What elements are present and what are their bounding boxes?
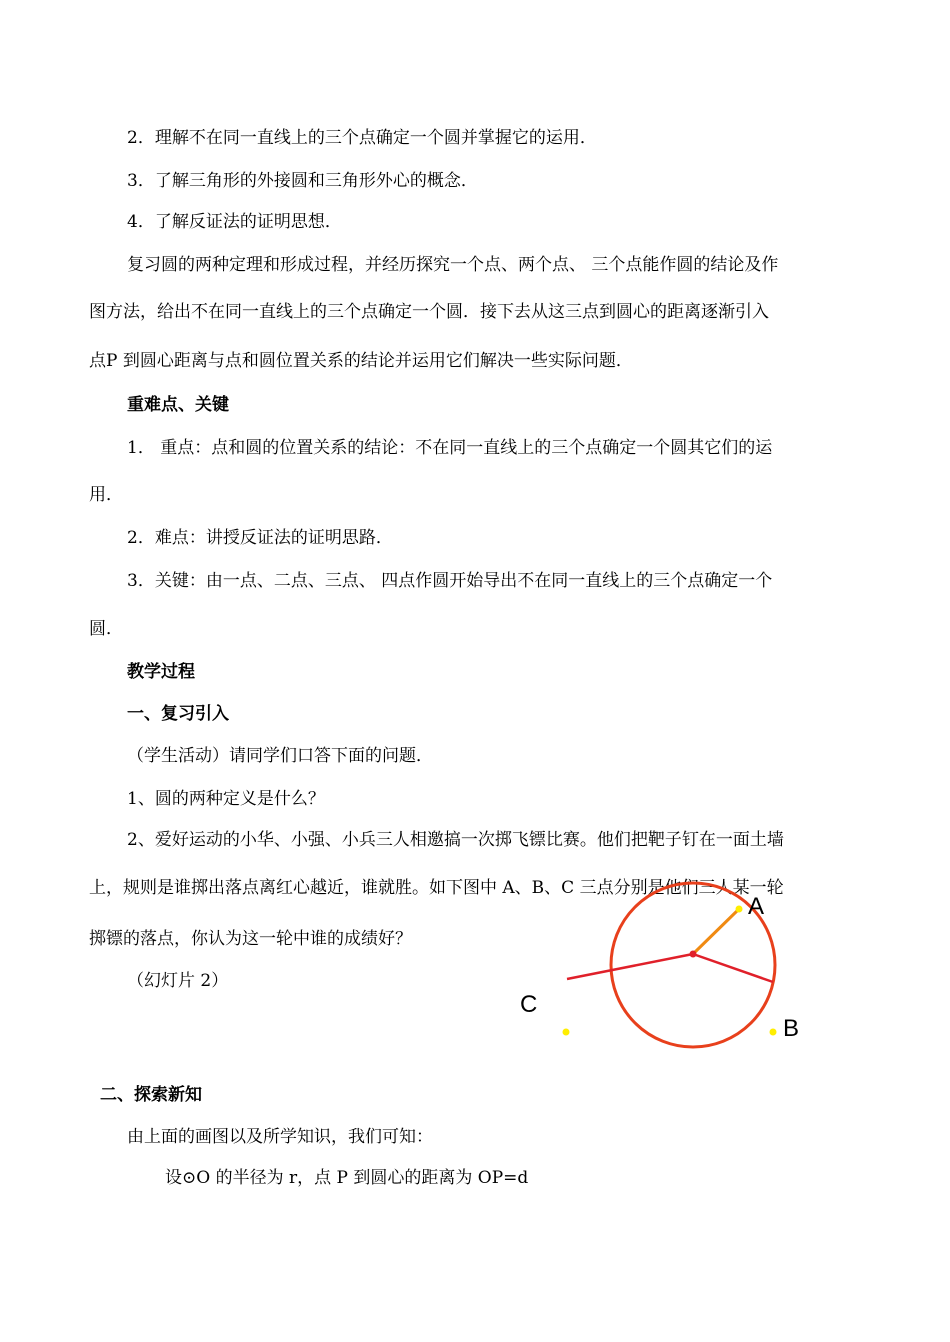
objective-2: 2．理解不在同一直线上的三个点确定一个圆并掌握它的运用． xyxy=(127,128,597,148)
center-point xyxy=(690,951,697,958)
question-1: 1、圆的两种定义是什么？ xyxy=(127,789,325,809)
key-point-3: 3．关键：由一点、二点、三点、 四点作圆开始导出不在同一直线上的三个点确定一个 xyxy=(127,571,773,591)
objective-4: 4．了解反证法的证明思想． xyxy=(127,212,342,232)
key-point-2: 2．难点：讲授反证法的证明思路． xyxy=(127,528,393,548)
intro-line-3: 点P 到圆心距离与点和圆位置关系的结论并运用它们解决一些实际问题． xyxy=(89,351,633,371)
label-B: B xyxy=(783,1015,800,1042)
point-B xyxy=(770,1029,777,1036)
radius-to-A xyxy=(693,909,739,954)
process-heading: 教学过程 xyxy=(127,662,195,682)
label-C: C xyxy=(520,991,538,1018)
question-intro: （学生活动）请同学们口答下面的问题． xyxy=(127,746,433,766)
question-2-line-3: 掷镖的落点，你认为这一轮中谁的成绩好？ xyxy=(89,929,412,949)
section1-heading: 一、复习引入 xyxy=(127,704,229,724)
target-circle xyxy=(611,883,775,1047)
key-point-3-cont: 圆． xyxy=(89,619,123,639)
intro-line-1: 复习圆的两种定理和形成过程，并经历探究一个点、两个点、 三个点能作圆的结论及作 xyxy=(127,255,779,275)
section2-heading: 二、探索新知 xyxy=(100,1085,202,1105)
key-point-1-cont: 用． xyxy=(89,485,123,505)
question-2-line-1: 2、爱好运动的小华、小强、小兵三人相邀搞一次掷飞镖比赛。他们把靶子钉在一面土墙 xyxy=(127,830,784,850)
section2-line-1: 由上面的画图以及所学知识，我们可知： xyxy=(127,1127,433,1147)
intro-line-2: 图方法，给出不在同一直线上的三个点确定一个圆．接下去从这三点到圆心的距离逐渐引入 xyxy=(89,302,769,322)
objective-3: 3．了解三角形的外接圆和三角形外心的概念． xyxy=(127,171,478,191)
line-to-C xyxy=(567,954,693,979)
label-A: A xyxy=(748,893,765,920)
line-to-B xyxy=(693,954,773,982)
point-A xyxy=(736,906,743,913)
slide-note: （幻灯片 2） xyxy=(127,971,229,991)
section2-line-2: 设⊙O 的半径为 r，点 P 到圆心的距离为 OP=d xyxy=(165,1168,529,1188)
key-point-1: 1． 重点：点和圆的位置关系的结论：不在同一直线上的三个点确定一个圆其它们的运 xyxy=(127,438,773,458)
question-2-line-2: 上，规则是谁掷出落点离红心越近，谁就胜。如下图中 A、B、C 三点分别是他们三人某一轮 xyxy=(89,878,784,898)
key-points-heading: 重难点、关键 xyxy=(127,395,229,415)
point-C xyxy=(563,1029,570,1036)
